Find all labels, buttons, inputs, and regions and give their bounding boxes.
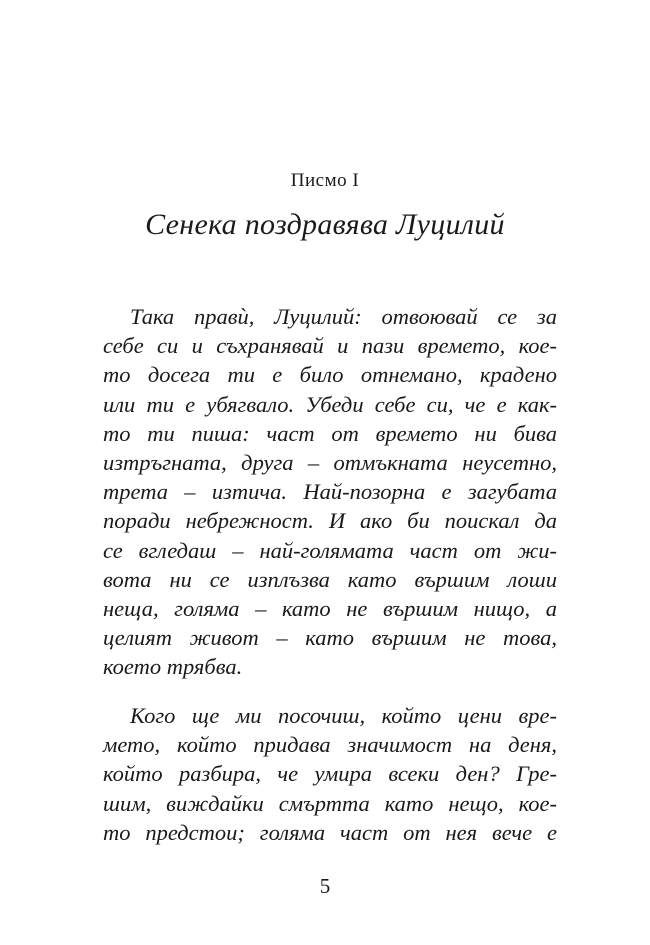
text-line: целият живот – като вършим не това, (103, 625, 557, 651)
text-line: Така правѝ, Луцилий: отвоювай се за (130, 304, 557, 329)
text-line: трета – изтича. Най-позорна е загубата (103, 479, 557, 505)
text-line: поради небрежност. И ако би поискал да (103, 508, 557, 534)
text-line: то ти пиша: част от времето ни бива (103, 420, 557, 446)
text-line: себе си и съхранявай и пази времето, кое- (103, 333, 557, 359)
paragraph-1 (103, 302, 557, 681)
text-line: Кого ще ми посочиш, който цени вре- (130, 703, 557, 728)
text-line: изтръгната, друга – отмъкната неусетно, (103, 449, 557, 475)
letter-title: Сенека поздравява Луцилий (145, 208, 505, 241)
text-line: то предстои; голяма част от нея вече е (103, 819, 557, 845)
text-line: който разбира, че умира всеки ден? Гре- (103, 761, 557, 787)
text-line: или ти е убягвало. Убеди себе си, че е как- (103, 391, 557, 417)
text-line: то досега ти е било отнемано, крадено (103, 362, 557, 388)
paragraph-2 (103, 701, 557, 847)
text-line: неща, голяма – като не вършим нищо, а (103, 595, 557, 621)
text-line: се вгледаш – най-голямата част от жи- (103, 537, 557, 563)
page-number: 5 (319, 874, 331, 898)
text-line: вота ни се изплъзва като вършим лоши (103, 566, 557, 592)
text-line: което трябва. (103, 654, 243, 680)
text-line: мето, който придава значимост на деня, (103, 732, 557, 758)
text-line: шим, виждайки смъртта като нещо, кое- (103, 790, 557, 816)
letter-number: Писмо I (290, 170, 360, 191)
